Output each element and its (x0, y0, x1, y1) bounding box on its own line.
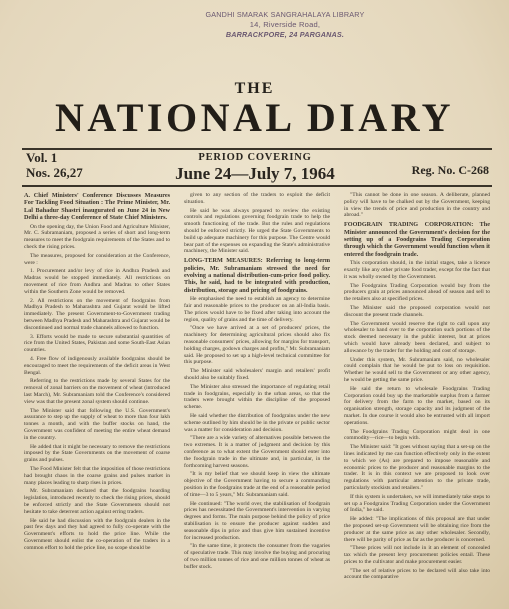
article-paragraph: The Foodgrains Trading Corporation might deal in one commodity—rice—to begin with. (344, 428, 490, 442)
article-paragraph: 1. Procurement and/or levy of rice in Andhra Pradesh and Madras would be stopped immediately. All restrictions on movement of rice from Andhra and Madras to other States within the Southern Zone would be removed. (24, 268, 170, 295)
article-paragraph: "In the same time, it protects the consumer from the vagaries of speculative trade. This may involve the buying and procuring of two million tonnes of rice and one million tonnes of wheat as buffer stock. (184, 543, 330, 570)
article-paragraph: He added: "The implications of this proposal are that under the proposed set-up Government will be obtaining rice from the producer at the same price as any other wholesaler. Secondly, there will be parity of price as far as the producer is concerned. (344, 516, 490, 543)
article-column-3 (344, 192, 490, 602)
article-column-2 (184, 192, 330, 602)
article-column-1 (24, 192, 170, 602)
article-paragraph: The Minister said the proposed corporation would not discount the present trade channels. (344, 305, 490, 318)
article-paragraph: "This cannot be done in one season. A deliberate, planned policy will have to be chalked out by the Government, keeping in view the trends of price and production in the country and abroad." (344, 192, 490, 219)
period-dates: June 24—July 7, 1964 (175, 164, 335, 183)
article-heading-paragraph: LONG-TERM MEASURES: Referring to long-term policies, Mr. Subramaniam stressed the need for evolving a national distribution-cum-price food policy. This, he said, had to be integrated with production, distribution, storage and pricing of foodgrains. (184, 257, 330, 294)
registration-number: Reg. No. C-268 (411, 163, 489, 177)
article-paragraph: The Minister said that following the U.S. Government's assurance to step up the supply of wheat to more than four lakh tonnes a month, and with the buffer stocks on hand, the Government was confident of meeting the entire wheat demand in the country. (24, 407, 170, 441)
masthead-title: NATIONAL DIARY (54, 95, 455, 140)
article-paragraph: He said he was always prepared to review the existing controls and regulations governing foodgrain trade to help the smooth functioning of the trade. But the rules and regulations should be enforced strictly. He urged the State Governments to build up adequate machinery for this purpose. The Centre would bear part of the expenses on expanding the State's administrative machinery, the Minister said. (184, 207, 330, 255)
period-label: PERIOD COVERING (198, 152, 312, 163)
article-paragraph: The Food Minister felt that the imposition of those restrictions had brought chaos in the coarse grains and pulses market in many places leading to sharp rises in prices. (24, 465, 170, 486)
article-paragraph: "Once we have arrived at a set of producers' prices, the machinery for determining agricultural prices should also fix reasonable consumers' prices, allowing for margins for transport, holding charges, godown charges and profits," Mr. Subramaniam said. He proposed to set up a high-level technical committee for this purpose. (184, 325, 330, 366)
article-paragraph: "There are a wide variety of alternatives possible between the two extremes. It is a matter of judgment and decision by this conference as to what extent the Government should enter into the foodgrain trade in the ultimate and, in particular, in the forthcoming harvest seasons. (184, 435, 330, 469)
stamp-address: 14, Riverside Road, (249, 20, 321, 29)
article-paragraph: He said the return to wholesale Foodgrains Trading Corporation could buy up the marketable surplus from a farmer for delivery from the farm to the market, based on its organisation strength, storage capacity and its judgment of the market. In due course it would also be entrusted with all import operations. (344, 385, 490, 426)
article-paragraph: "It is my belief that we should keep in view the ultimate objective of the Government having to secure a commanding position in the foodgrains trade at the end of a reasonable period of time—3 to 5 years," Mr. Subramaniam said. (184, 471, 330, 498)
article-paragraph: Mr. Subramaniam declared that the foodgrains hoarding legislation, introduced recently to check the rising prices, should be enforced strictly and the State Governments should not hesitate to take deterrent action against erring traders. (24, 488, 170, 515)
header-rule-bottom (22, 185, 492, 187)
article-paragraph: "The set of relative prices to be declared will also take into account the comparative (344, 567, 490, 581)
article-paragraph: This corporation should, in the initial stages, take a licence exactly like any other private food trader, except for the fact that it was wholly owned by the Government. (344, 260, 490, 280)
article-paragraph: The Foodgrains Trading Corporation would buy from the producers grain at prices announced ahead of season and sell to the retailers also at specified prices. (344, 282, 490, 303)
article-paragraph: Referring to the restrictions made by several States for the removal of zonal barriers on the movement of wheat (introduced last March), Mr. Subramaniam told the Conference's considered view was that the present zonal system should continue. (24, 378, 170, 405)
article-paragraph: He continued: "The world over, the stabilisation of foodgrain prices has necessitated the Government's intervention in varying degrees and forms. The main purpose behind the policy of price stabilisation is to ensure the producer against sudden and seasonable dips in price and thus give him sustained incentive for increased production. (184, 500, 330, 541)
article-paragraph: He emphasised the need to establish an agency to determine fair and reasonable prices to the producer on an all-India basis. The prices would have to be fixed after taking into account the region, quality of grains and the time of delivery. (184, 296, 330, 323)
article-paragraph: If this system is undertaken, we will immediately take steps to set up a Foodgrains Trading Corporation under the Government of India," he said. (344, 493, 490, 514)
article-paragraph: The Government would reserve the right to call upon any wholesaler to hand over to the corporation such portions of the stock deemed necessary in the public interest, but at prices which would have already been declared, and subject to allowance by the trader for the holding and cost of storage. (344, 320, 490, 354)
volume-block (26, 150, 83, 180)
article-paragraph: 3. Efforts would be made to secure substantial quantities of rice from the United States, Pakistan and some South-East Asian countries. (24, 333, 170, 354)
article-paragraph: The measures, proposed for consideration at the Conference, were : (24, 252, 170, 266)
stamp-city: BARRACKPORE, 24 PARGANAS. (225, 30, 345, 39)
article-heading-paragraph: A. Chief Ministers' Conference Discusses Measures For Tackling Food Situation : The Prime Minister, Mr. Lal Bahadur Shastri inaugurated on June 24 in New Delhi a three-day Conference of State Chief Ministers. (24, 192, 170, 222)
header-rule-top (22, 148, 492, 150)
issue-numbers: Nos. 26,27 (26, 165, 83, 180)
article-heading-paragraph: FOODGRAIN TRADING CORPORATION: The Minister announced the Government's decision for the setting up of a Foodgrains Trading Corporation through which the Government would function when it entered the foodgrain trade. (344, 221, 490, 258)
article-paragraph: He added that it might be necessary to remove the restrictions imposed by the State Governments on the movement of coarse grains and pulses. (24, 443, 170, 464)
article-paragraph: On the opening day, the Union Food and Agriculture Minister, Mr. C. Subramaniam, proposed a series of short and long-term measures to meet the foodgrain requirements of the States and to check the rising prices. (24, 223, 170, 251)
article-paragraph: 4. Free flow of indigenously available foodgrains should be encouraged to meet the requirements of the deficit areas in West Bengal. (24, 355, 170, 376)
volume-number: Vol. 1 (26, 150, 58, 165)
article-paragraph: Under this system, Mr. Subramaniam said, no wholesaler could complain that he would be put to loss on requisition. Whether he would sell to the Government or any other agency, he would be getting the same price. (344, 356, 490, 383)
article-paragraph: He said he had discussion with the foodgrain dealers in the past few days and they had agreed to fully co-operate with the Government's efforts to hold the price line. While the Government should enlist the co-operation of the traders in a common effort to hold the price line, no scope should be (24, 517, 170, 551)
masthead-article: THE (234, 80, 275, 97)
library-stamp (195, 10, 375, 40)
article-paragraph: The Minister said: "It goes without saying that a set-up on the lines indicated by me can function effectively only in the extent to which we (As) are prepared to impose reasonable and economic prices to the producer and reasonable margins to the trader. It is in this context we are proposed to look over regulations with particular attention to the private trade, particularly stockists and retailers." (344, 444, 490, 491)
article-paragraph: The Minister said wholesalers' margin and retailers' profit should also be suitably fixed. (184, 368, 330, 381)
article-columns (22, 192, 492, 602)
article-paragraph: The Minister also stressed the importance of regulating retail trade in foodgrains, especially in the urban areas, so that the traders were brought within the discipline of the proposed scheme. (184, 383, 330, 411)
stamp-library-name: GANDHI SMARAK SANGRAHALAYA LIBRARY (205, 10, 365, 19)
period-block (140, 152, 370, 183)
article-paragraph: given to any section of the traders to exploit the deficit situation. (184, 192, 330, 205)
article-paragraph: "These prices will not include in it an element of concealed tax which the present levy procurement policies entail. These prices to the cultivator and make procurement easier. (344, 545, 490, 565)
article-paragraph: He said whether the distribution of foodgrains under the new scheme outlined by him should be in the private or public sector was a matter for consideration and decision. (184, 412, 330, 433)
article-paragraph: 2. All restrictions on the movement of foodgrains from Madhya Pradesh to Maharashtra and Gujarat would be lifted immediately. The present Government-to-Government trading between Madhya Pradesh and Maharashtra and Gujarat would be discontinued and normal trade channels allowed to function. (24, 297, 170, 331)
